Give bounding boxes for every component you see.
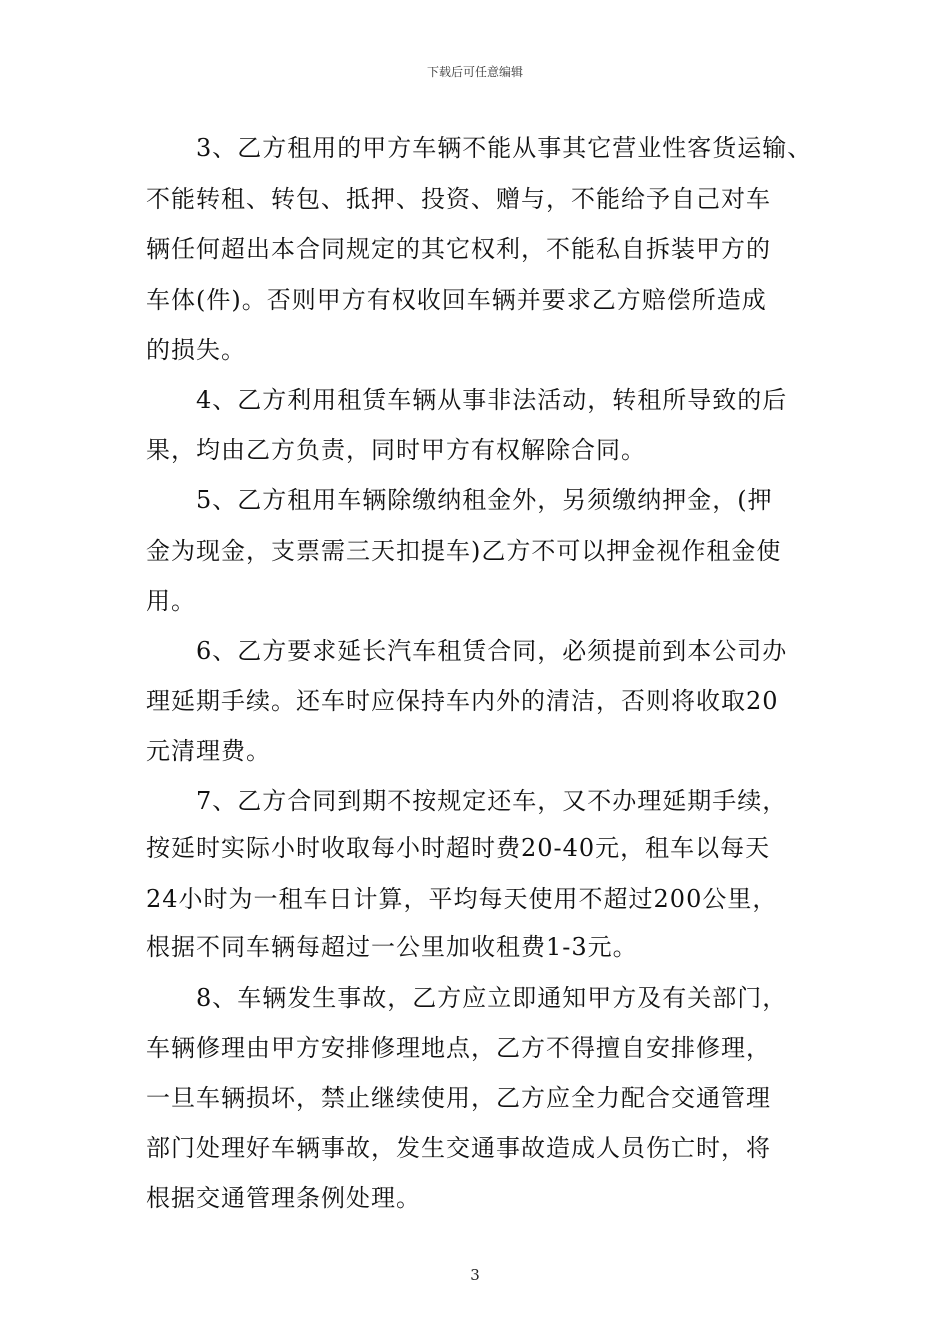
paragraph-5-line-2: 按延时实际小时收取每小时超时费20-40元，租车以每天 bbox=[146, 834, 771, 862]
paragraph-6-line-2: 车辆修理由甲方安排修理地点，乙方不得擅自安排修理， bbox=[146, 1034, 771, 1062]
paragraph-6-line-3: 一旦车辆损坏，禁止继续使用，乙方应全力配合交通管理 bbox=[146, 1084, 771, 1112]
paragraph-3-line-1: 5、乙方租用车辆除缴纳租金外，另须缴纳押金，(押 bbox=[196, 486, 773, 514]
paragraph-6-line-5: 根据交通管理条例处理。 bbox=[146, 1184, 421, 1212]
paragraph-1-line-5: 的损失。 bbox=[146, 336, 246, 364]
paragraph-3-line-3: 用。 bbox=[146, 587, 196, 615]
paragraph-6-line-4: 部门处理好车辆事故，发生交通事故造成人员伤亡时，将 bbox=[146, 1134, 771, 1162]
paragraph-6-line-1: 8、车辆发生事故，乙方应立即通知甲方及有关部门， bbox=[196, 984, 788, 1012]
paragraph-4-line-3: 元清理费。 bbox=[146, 737, 271, 765]
paragraph-4-line-2: 理延期手续。还车时应保持车内外的清洁，否则将收取20 bbox=[146, 687, 779, 715]
page-header: 下载后可任意编辑 bbox=[426, 65, 523, 79]
paragraph-1-line-4: 车体(件)。否则甲方有权收回车辆并要求乙方赔偿所造成 bbox=[146, 286, 767, 314]
paragraph-1-line-2: 不能转租、转包、抵押、投资、赠与，不能给予自己对车 bbox=[146, 185, 771, 213]
paragraph-5-line-1: 7、乙方合同到期不按规定还车，又不办理延期手续， bbox=[196, 787, 788, 815]
paragraph-1-line-3: 辆任何超出本合同规定的其它权利，不能私自拆装甲方的 bbox=[146, 235, 771, 263]
paragraph-4-line-1: 6、乙方要求延长汽车租赁合同，必须提前到本公司办 bbox=[196, 637, 788, 665]
paragraph-2-line-1: 4、乙方利用租赁车辆从事非法活动，转租所导致的后 bbox=[196, 386, 788, 414]
paragraph-1-line-1: 3、乙方租用的甲方车辆不能从事其它营业性客货运输、 bbox=[196, 134, 813, 162]
paragraph-2-line-2: 果，均由乙方负责，同时甲方有权解除合同。 bbox=[146, 436, 646, 464]
paragraph-3-line-2: 金为现金，支票需三天扣提车)乙方不可以押金视作租金使 bbox=[146, 537, 782, 565]
paragraph-5-line-3: 24小时为一租车日计算，平均每天使用不超过200公里， bbox=[146, 885, 778, 913]
page-number: 3 bbox=[470, 1266, 480, 1284]
paragraph-5-line-4: 根据不同车辆每超过一公里加收租费1-3元。 bbox=[146, 933, 638, 961]
